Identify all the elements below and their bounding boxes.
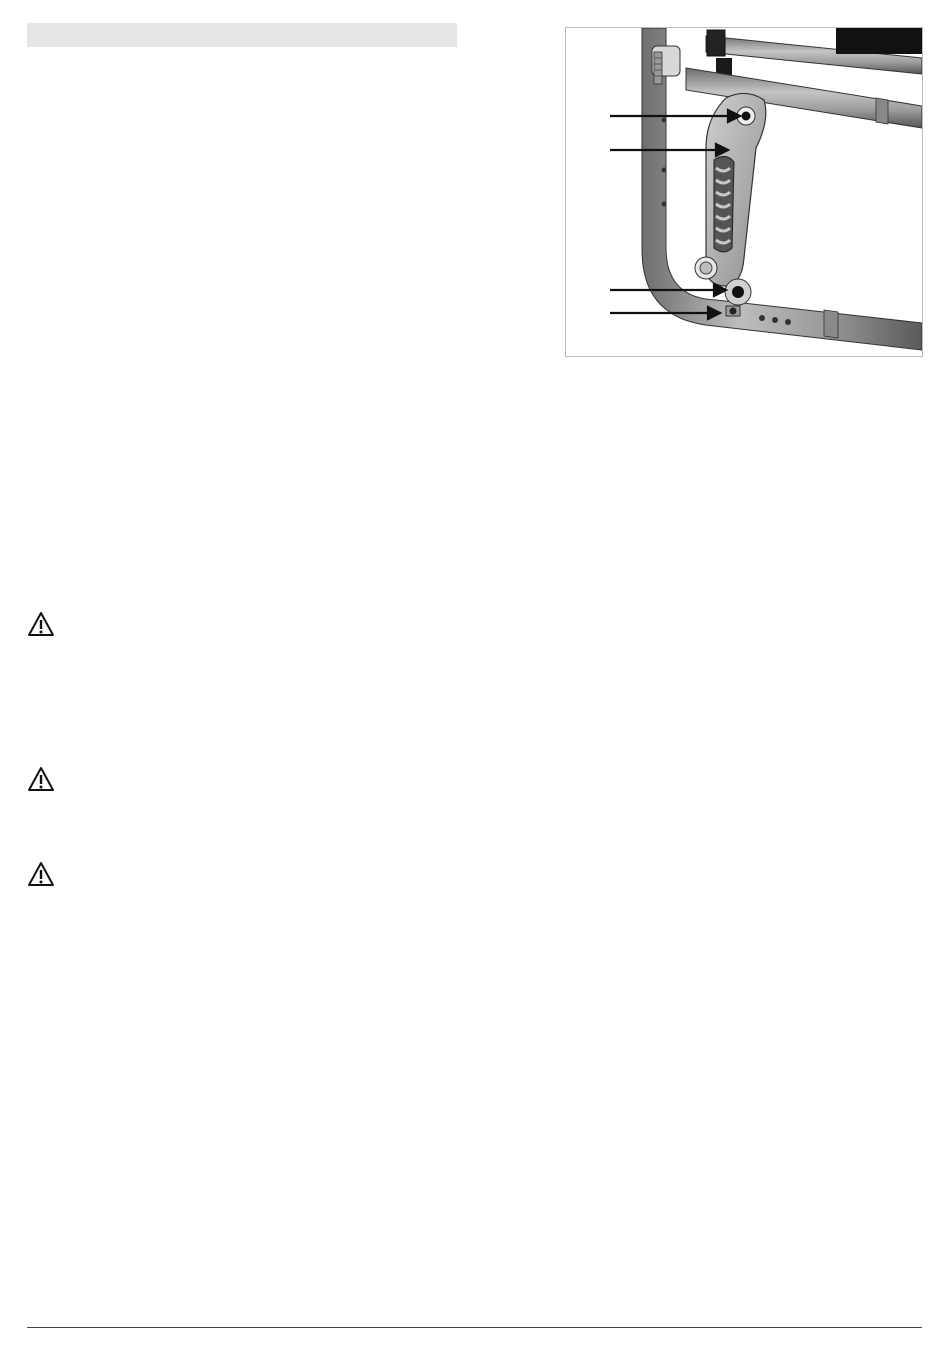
warning-triangle-icon: [27, 861, 55, 887]
footer-divider: [27, 1327, 922, 1328]
adjustment-plate: [695, 93, 766, 316]
frame-illustration: [566, 28, 922, 356]
warning-triangle-icon: [27, 611, 55, 637]
wheelchair-frame-figure: [565, 27, 923, 357]
figure-label-tab: [836, 28, 922, 54]
warning-triangle-icon: [27, 766, 55, 792]
frame-tube: [642, 28, 922, 350]
section-heading-bar: [27, 23, 457, 47]
